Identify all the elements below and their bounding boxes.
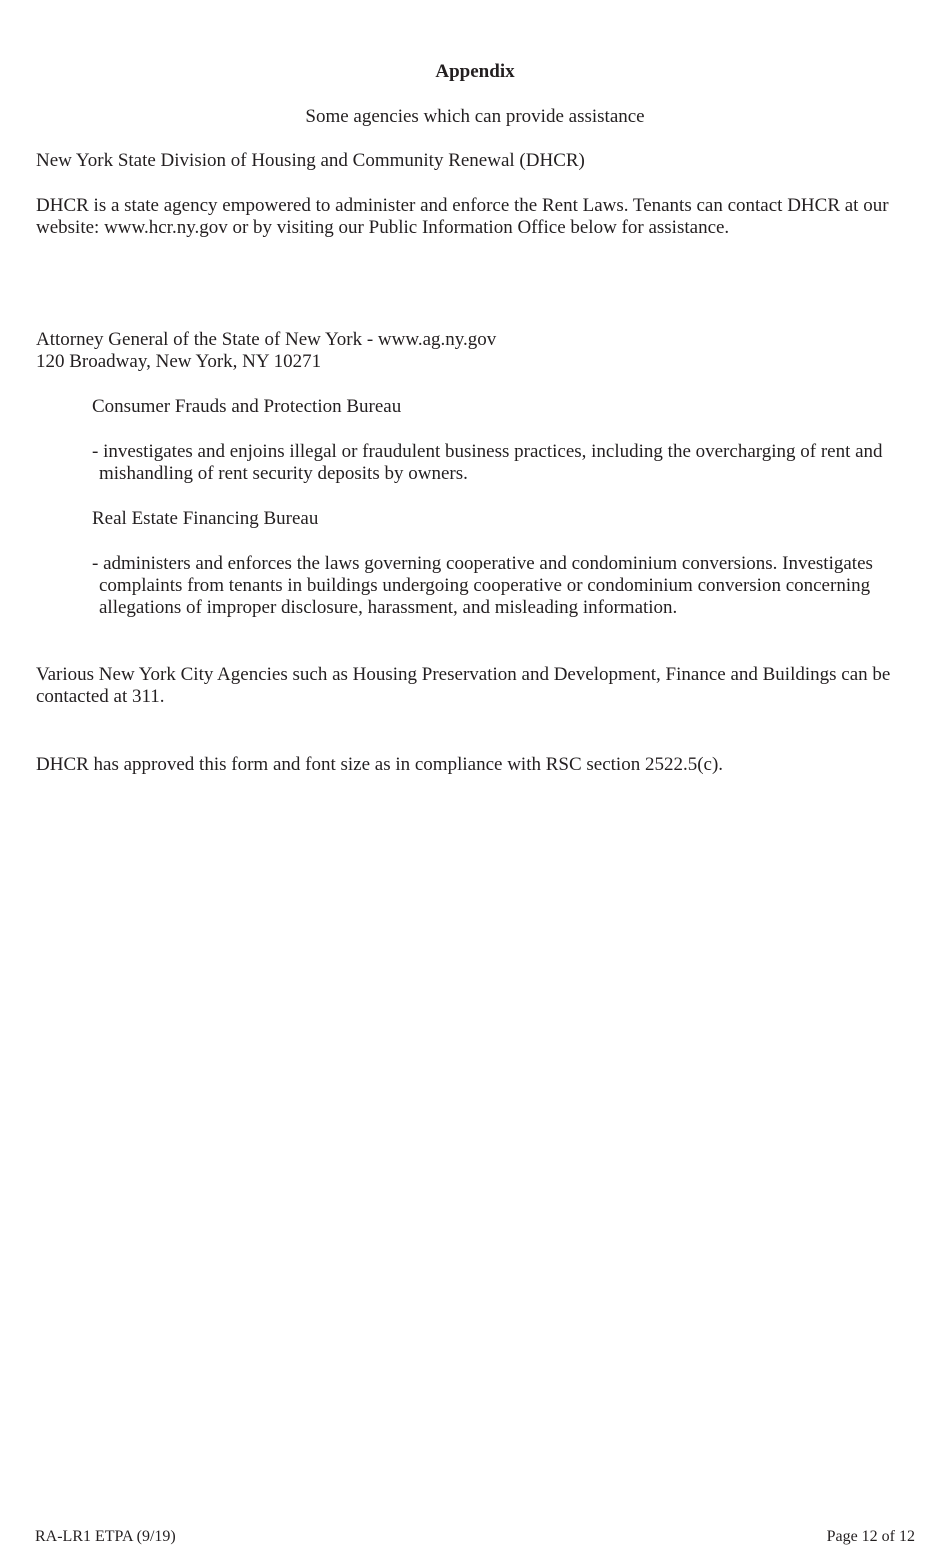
dhcr-paragraph [36, 195, 889, 239]
page-number: Page 12 of 12 [826, 1528, 915, 1545]
page-subtitle: Some agencies which can provide assistance [305, 106, 645, 127]
text-line: DHCR is a state agency empowered to administer and enforce the Rent Laws. Tenants can contact DHCR at our [36, 195, 889, 216]
text-line: allegations of improper disclosure, harassment, and misleading information. [99, 597, 678, 618]
text-line: contacted at 311. [36, 686, 165, 707]
text-line: complaints from tenants in buildings undergoing cooperative or condominium conversion concerning [99, 575, 871, 596]
text-line: - administers and enforces the laws governing cooperative and condominium conversions. Investigates [92, 553, 873, 574]
bureau-name: Real Estate Financing Bureau [92, 508, 319, 529]
compliance-note: DHCR has approved this form and font size as in compliance with RSC section 2522.5(c). [36, 754, 724, 775]
text-line: website: www.hcr.ny.gov or by visiting our Public Information Office below for assistance. [36, 217, 730, 238]
bureau-name: Consumer Frauds and Protection Bureau [92, 396, 402, 417]
text-line: Various New York City Agencies such as Housing Preservation and Development, Finance and Buildings can be [36, 664, 891, 685]
form-id: RA-LR1 ETPA (9/19) [35, 1528, 176, 1545]
bureau-description [92, 553, 873, 619]
text-line: - investigates and enjoins illegal or fraudulent business practices, including the overcharging of rent and [92, 441, 883, 462]
attorney-general-contact [36, 329, 496, 373]
nyc-agencies-paragraph [36, 664, 890, 708]
text-line: 120 Broadway, New York, NY 10271 [36, 351, 322, 372]
text-line: mishandling of rent security deposits by owners. [99, 463, 468, 484]
text-line: Attorney General of the State of New York - www.ag.ny.gov [36, 329, 497, 350]
dhcr-heading: New York State Division of Housing and Community Renewal (DHCR) [36, 150, 585, 171]
page-title: Appendix [435, 61, 515, 82]
bureau-description [92, 441, 883, 485]
